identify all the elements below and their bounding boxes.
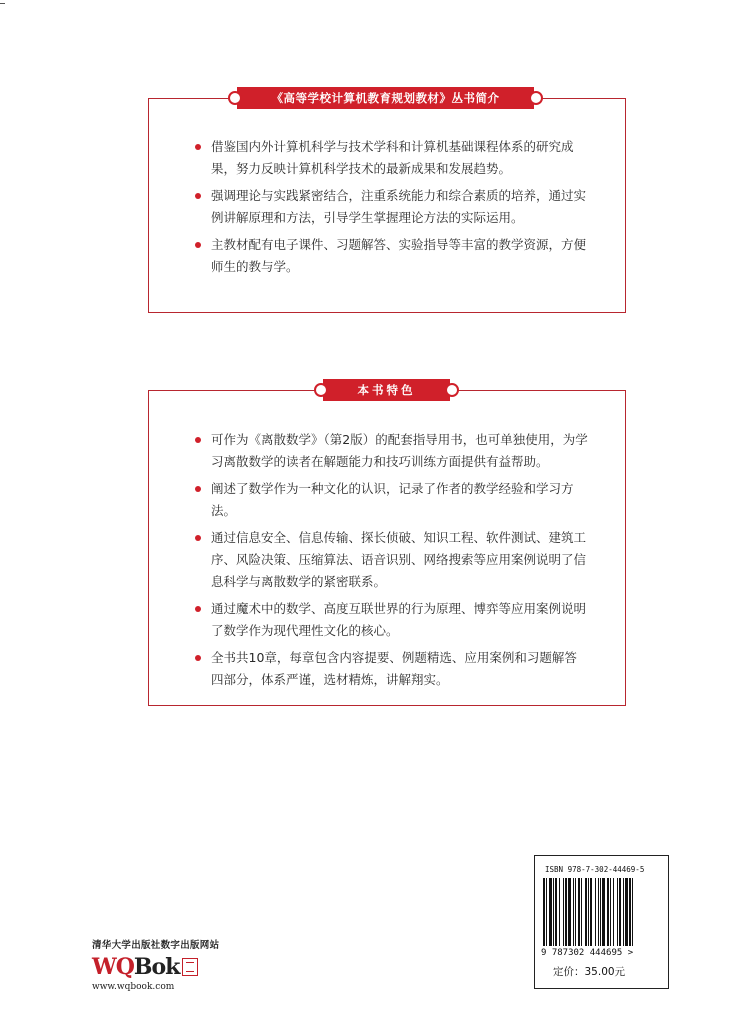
publisher-block (92, 937, 232, 992)
book-features-item (209, 527, 589, 593)
book-features-item-text: 阐述了数学作为一种文化的认识，记录了作者的教学经验和学习方法。 (211, 481, 574, 518)
book-features-item (209, 647, 589, 691)
publisher-logo (92, 954, 232, 980)
book-features-box (148, 390, 626, 706)
barcode-bar (553, 878, 554, 946)
publisher-name: 清华大学出版社数字出版网站 (92, 940, 220, 951)
logo-text-dark: Bo (133, 954, 166, 980)
barcode-bar (559, 878, 560, 946)
barcode-bar (546, 878, 547, 946)
series-intro-item (209, 136, 589, 180)
bullet-icon (195, 144, 201, 150)
barcode-bar (610, 878, 611, 946)
barcode-bar (598, 878, 599, 946)
barcode-bar (632, 878, 633, 946)
publisher-logo-text (92, 954, 179, 980)
publisher-url: www.wqbook.com (92, 982, 175, 992)
series-intro-list (209, 136, 589, 283)
barcode-icon (543, 878, 661, 948)
barcode-bar (549, 878, 552, 946)
barcode-bar (625, 878, 628, 946)
barcode-bar (578, 878, 580, 946)
barcode-bar (629, 878, 631, 946)
price: 定价：35.00元 (553, 966, 626, 978)
barcode-bar (619, 878, 621, 946)
book-features-item-text: 全书共10章，每章包含内容提要、例题精选、应用案例和习题解答四部分，体系严谨，选材精炼，讲解翔实。 (211, 650, 577, 687)
barcode-bar (575, 878, 576, 946)
series-intro-item-text: 强调理论与实践紧密结合，注重系统能力和综合素质的培养，通过实例讲解原理和方法，引导学生掌握理论方法的实际运用。 (211, 188, 587, 225)
crop-mark (0, 3, 5, 4)
book-features-item (209, 478, 589, 522)
book-features-list (209, 429, 589, 696)
series-intro-item (209, 234, 589, 278)
barcode-bar (607, 878, 609, 946)
barcode-bar (613, 878, 614, 946)
book-features-item (209, 429, 589, 473)
series-intro-box (148, 98, 626, 313)
book-features-item (209, 598, 589, 642)
barcode-bar (590, 878, 592, 946)
bullet-icon (195, 606, 201, 612)
barcode-bar (617, 878, 618, 946)
series-intro-title: 《高等学校计算机教育规划教材》丛书简介 (237, 87, 534, 109)
seal-icon (182, 958, 198, 976)
barcode-bar (565, 878, 567, 946)
barcode-bar (602, 878, 605, 946)
barcode-bar (543, 878, 545, 946)
book-features-title: 本书特色 (323, 379, 450, 401)
barcode-digits: 9 787302 444695 > (541, 948, 634, 958)
bullet-icon (195, 486, 201, 492)
barcode-bar (555, 878, 557, 946)
series-intro-item-text: 主教材配有电子课件、习题解答、实验指导等丰富的教学资源，方便师生的教与学。 (211, 237, 587, 274)
book-features-item-text: 通过魔术中的数学、高度互联世界的行为原理、博弈等应用案例说明了数学作为现代理性文化的核心。 (211, 601, 587, 638)
barcode-bar (563, 878, 564, 946)
logo-text-tail: k (165, 954, 180, 980)
book-features-item-text: 通过信息安全、信息传输、探长侦破、知识工程、软件测试、建筑工序、风险决策、压缩算法、语音识别、网络搜索等应用案例说明了信息科学与离散数学的紧密联系。 (211, 530, 587, 589)
barcode-bar (568, 878, 571, 946)
series-intro-item-text: 借鉴国内外计算机科学与技术学科和计算机基础课程体系的研究成果，努力反映计算机科学技术的最新成果和发展趋势。 (211, 139, 574, 176)
barcode-bar (595, 878, 596, 946)
barcode-bar (573, 878, 574, 946)
bullet-icon (195, 193, 201, 199)
book-features-item-text: 可作为《离散数学》（第2版）的配套指导用书，也可单独使用，为学习离散数学的读者在解题能力和技巧训练方面提供有益帮助。 (211, 432, 588, 469)
bullet-icon (195, 437, 201, 443)
barcode-bar (600, 878, 601, 946)
bullet-icon (195, 535, 201, 541)
logo-text-red: WQ (92, 954, 134, 980)
barcode-bar (585, 878, 587, 946)
barcode-bar (581, 878, 582, 946)
barcode-bar (623, 878, 624, 946)
bullet-icon (195, 242, 201, 248)
series-intro-item (209, 185, 589, 229)
bullet-icon (195, 655, 201, 661)
isbn-label: ISBN 978-7-302-44469-5 (545, 865, 645, 874)
barcode-bar (588, 878, 589, 946)
barcode-box (534, 855, 669, 989)
